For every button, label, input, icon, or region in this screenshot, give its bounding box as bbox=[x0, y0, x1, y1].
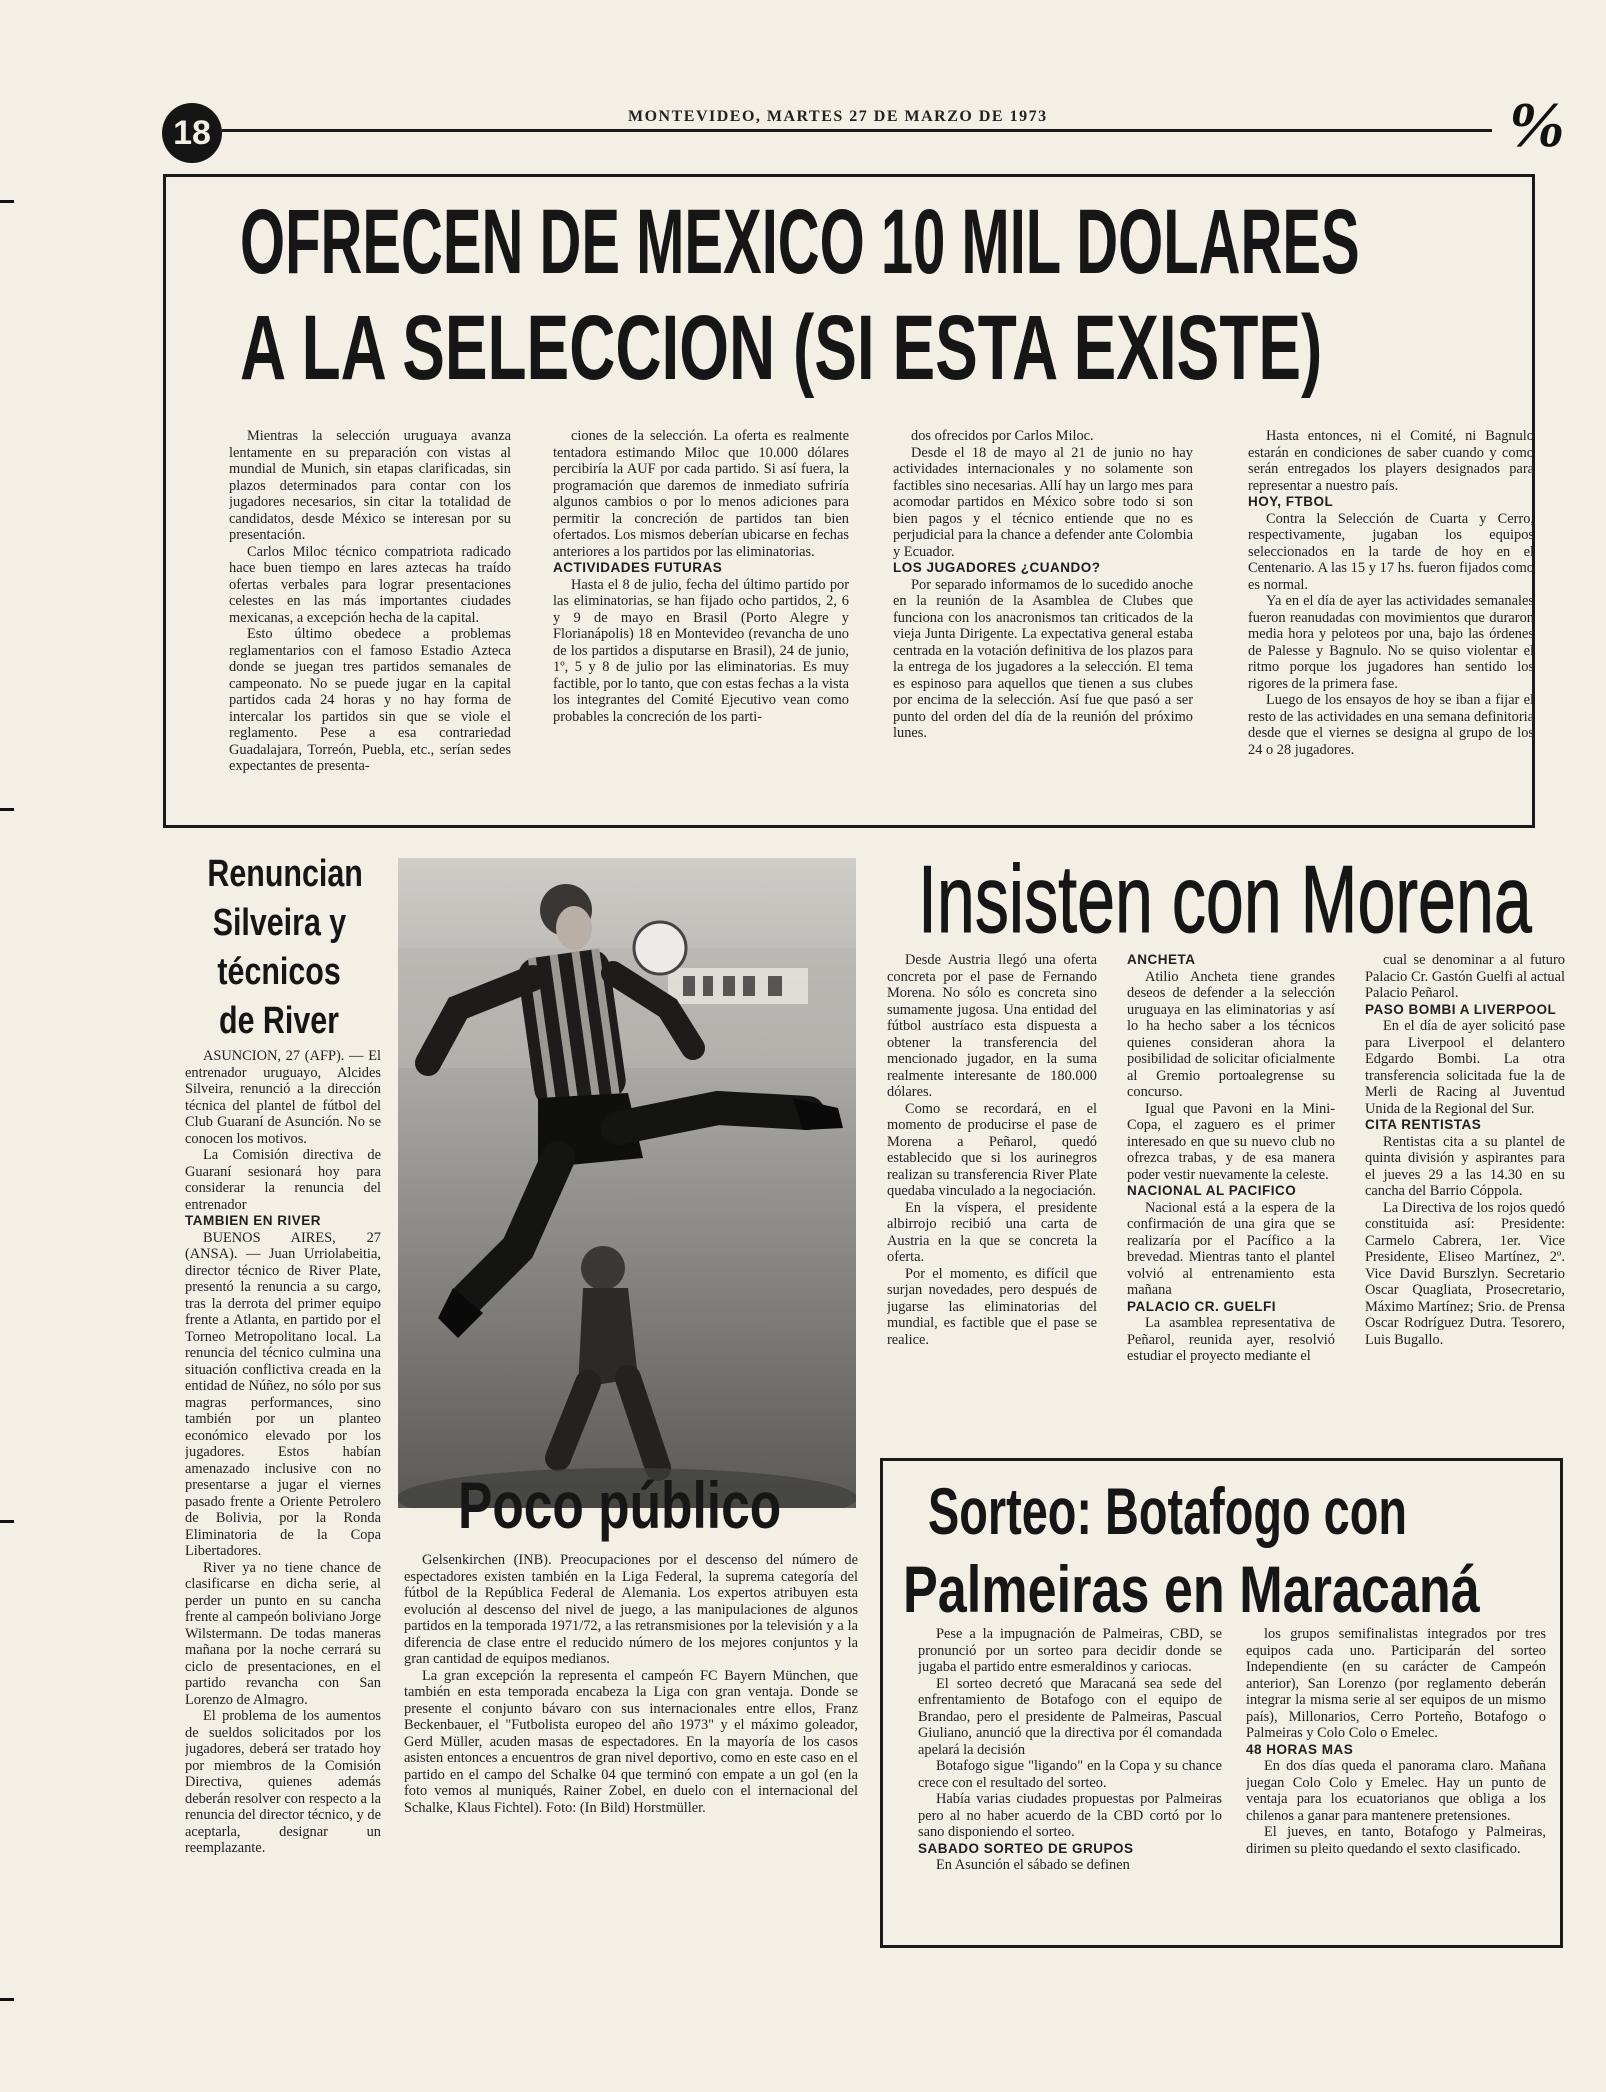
article-paragraph: Pese a la impugnación de Palmeiras, CBD, se pronunció por un sorteo para decidir donde se jugaba el partido entre esmeraldinos y cariocas. bbox=[918, 1626, 1222, 1675]
article-paragraph: Hasta entonces, ni el Comité, ni Bagnulo estarán en condiciones de saber cuando y como serán entregados los players designados para representar a nuestro país. bbox=[1248, 428, 1534, 494]
section-subhead: PASO BOMBI A LIVERPOOL bbox=[1365, 1001, 1557, 1017]
article-paragraph: Luego de los ensayos de hoy se iban a fijar el resto de las actividades en una semana definitoria desde que el viernes se designa al grupo de los 24 o 28 jugadores. bbox=[1248, 692, 1534, 758]
article-paragraph: ASUNCION, 27 (AFP). — El entrenador uruguayo, Alcides Silveira, renunció a la dirección técnica del plantel de fútbol del Club Guaraní de Asunción. No se conocen los motivos. bbox=[185, 1048, 381, 1147]
article-paragraph: dos ofrecidos por Carlos Miloc. bbox=[911, 428, 1094, 444]
article-paragraph: cual se denominar a al futuro Palacio Cr. Gastón Guelfi al actual Palacio Peñarol. bbox=[1365, 952, 1565, 1001]
main-story-col-1 bbox=[229, 428, 511, 818]
article-paragraph: Desde Austria llegó una oferta concreta por el pase de Fernando Morena. No sólo es concreta sino sumamente jugosa. Una entidad del fútbol austríaco esta dispuesta a obtener la transferencia del mencionado jugador, en la suma realmente interesante de 180.000 dólares. bbox=[887, 952, 1097, 1100]
article-paragraph: La Comisión directiva de Guaraní sesionará hoy para considerar la renuncia del entrenador bbox=[185, 1147, 381, 1213]
article-paragraph: Gelsenkirchen (INB). Preocupaciones por el descenso del número de espectadores existen también en la Liga Federal, la suprema categoría del fútbol de la República Federal de Alemania. Los expertos atribuyen esta evolución al descenso del nivel de juego, a las manipulaciones de algunos partidos en la temporada 1971/72, a las retransmisiones por la televisión y a la diferencia de clase entre el reducido número de los mejores conjuntos y la gran cantidad de equipos medianos. bbox=[404, 1552, 858, 1667]
main-story-col-3 bbox=[893, 428, 1193, 818]
main-story-col-2 bbox=[553, 428, 849, 818]
article-paragraph: Hasta el 8 de julio, fecha del último partido por las eliminatorias, se han fijado ocho partidos, 2, 6 y 9 de mayo en Brasil (Porto Alegre y Florianápolis) 18 en Montevideo (revancha de uno de los partidos a disputarse en Brasil), 24 de junio, 1º, 5 y 8 de julio por las eliminatorias. Es muy factible, por lo tanto, que con estas fechas a la vista los integrantes del Comité Ejecutivo vean como probables la concreción de los parti- bbox=[553, 576, 849, 725]
section-subhead: NACIONAL AL PACIFICO bbox=[1127, 1183, 1297, 1198]
article-paragraph: Por separado informamos de lo sucedido anoche en la reunión de la Asamblea de Clubes que funciona con los anacronismos tan criticados de la vieja Junta Dirigente. La expectativa general estaba centrada en la votación definitiva de los plazos para la entrega de los jugadores a la selección. El tema es espinoso para aquellos que tienen a sus clubes por encima de la selección. Así fue que pasó a ser punto del orden del día de la reunión del próximo lunes. bbox=[893, 576, 1193, 741]
section-subhead: CITA RENTISTAS bbox=[1365, 1117, 1482, 1132]
sorteo-col-1 bbox=[918, 1626, 1222, 1932]
dateline: MONTEVIDEO, MARTES 27 DE MARZO DE 1973 bbox=[628, 108, 1048, 125]
section-subhead: SABADO SORTEO DE GRUPOS bbox=[918, 1840, 1134, 1856]
article-paragraph: BUENOS AIRES, 27 (ANSA). — Juan Urriolabeitia, director técnico de River Plate, presentó la renuncia a su cargo, tras la derrota del primer equipo frente a Atlanta, en partido por el Torneo Metropolitano local. La renuncia del técnico culmina una situación conflictiva creada en la entidad de Núñez, no sólo por sus magras performances, sino también por un planteo económico elevado por los jugadores. Estos habían amenazado inclusive con no presentarse a jugar el viernes pasado frente a Oriente Petrolero de Bolivia, por la Ronda Eliminatoria de la Copa Libertadores. bbox=[185, 1229, 381, 1559]
article-paragraph: Por el momento, es difícil que surjan novedades, pero después de jugarse las eliminatorias del mundial, es factible que el pase se realice. bbox=[887, 1265, 1097, 1348]
article-paragraph: Había varias ciudades propuestas por Palmeiras pero al no haber acuerdo de la CBD cortó por lo sano disponiendo el sorteo. bbox=[918, 1791, 1222, 1840]
morena-col-1 bbox=[887, 952, 1097, 1444]
river-headline-line: de River bbox=[219, 1000, 339, 1042]
football-photo bbox=[398, 858, 856, 1508]
main-headline-line1: OFRECEN DE MEXICO 10 MIL DOLARES bbox=[240, 191, 1360, 293]
page-number-badge bbox=[162, 103, 222, 163]
article-paragraph: La asamblea representativa de Peñarol, reunida ayer, resolvió estudiar el proyecto mediante el bbox=[1127, 1315, 1335, 1364]
article-paragraph: Esto último obedece a problemas reglamentarios con el famoso Estadio Azteca donde se juegan tres partidos semanales de campeonato. No se puede jugar en la capital partidos cada 24 horas y no hay forma de intercalar los partidos sin que se viole el reglamento. Pese a esa contrariedad Guadalajara, Torreón, Puebla, etc., serían sedes expectantes de presenta- bbox=[229, 626, 511, 774]
main-headline-line2: A LA SELECCION (SI ESTA EXISTE) bbox=[240, 297, 1323, 399]
river-headline-line: Renuncian bbox=[207, 853, 363, 895]
morena-col-3 bbox=[1365, 952, 1565, 1444]
article-paragraph: Contra la Selección de Cuarta y Cerro, respectivamente, jugaban los equipos seleccionados en la tarde de hoy en el Centenario. A las 15 y 17 hs. fueron fijados como es normal. bbox=[1248, 510, 1534, 593]
section-subhead: ANCHETA bbox=[1127, 952, 1196, 967]
article-paragraph: Atilio Ancheta tiene grandes deseos de defender a la selección uruguaya en las eliminatorias y así lo ha hecho saber a los técnicos quienes consideran ahora la posibilidad de solicitar oficialmente al Gremio portoalegrense su concurso. bbox=[1127, 968, 1335, 1100]
section-subhead: 48 HORAS MAS bbox=[1246, 1741, 1354, 1757]
article-paragraph: En la víspera, el presidente albirrojo recibió una carta de Austria en la que se concreta la oferta. bbox=[887, 1199, 1097, 1265]
page-number: 18 bbox=[173, 114, 211, 152]
poco-headline: Poco público bbox=[458, 1468, 782, 1542]
article-paragraph: Rentistas cita a su plantel de quinta división y aspirantes para el jueves 29 a las 14.30 en su cancha del Barrio Cóppola. bbox=[1365, 1133, 1565, 1199]
article-paragraph: Ya en el día de ayer las actividades semanales fueron reanudadas con movimientos que duraron media hora y peloteos por una, bajo las órdenes de Palesse y Bagnulo. No se quiso violentar el ritmo porque los jugadores han sentido los rigores de la primera fase. bbox=[1248, 593, 1534, 692]
margin-mark bbox=[0, 1998, 14, 2001]
article-paragraph: En el día de ayer solicitó pase para Liverpool el delantero Edgardo Bombi. La otra transferencia solicitada fue la de Merli de Racing al Juventud Unida de la Regional del Sur. bbox=[1365, 1018, 1565, 1117]
morena-col-2 bbox=[1127, 952, 1335, 1444]
article-paragraph: ciones de la selección. La oferta es realmente tentadora estimando Miloc que 10.000 dólares percibiría la AUF por cada partido. Si así fuera, la programación que daremos de inmediato sufriría algunos cambios o por lo menos adiciones para permitir la concreción de partidos tan bien ofertados. Los mismos deberían ubicarse en fechas anteriores a los partidos por las eliminatorias. bbox=[553, 428, 849, 560]
article-paragraph: En dos días queda el panorama claro. Mañana juegan Colo Colo y Emelec. Hay un punto de ventaja para los ecuatorianos que obliga a los chilenos a ganar para mantenere pretensiones. bbox=[1246, 1758, 1546, 1824]
article-paragraph: Botafogo sigue "ligando" en la Copa y su chance crece con el resultado del sorteo. bbox=[918, 1758, 1222, 1791]
section-subhead: LOS JUGADORES ¿CUANDO? bbox=[893, 560, 1101, 575]
sorteo-col-2 bbox=[1246, 1626, 1546, 1932]
article-paragraph: En Asunción el sábado se definen bbox=[936, 1857, 1130, 1873]
river-headline-line: Silveira y bbox=[212, 902, 346, 944]
river-story-body bbox=[185, 1048, 381, 1953]
article-paragraph: Desde el 18 de mayo al 21 de junio no hay actividades internacionales y no solamente son factibles sino necesarias. Allí hay un largo mes para acomodar partidos en México sobre todo si son bien pagos y el técnico entiende que no es perjudicial para la chance a defender ante Colombia y Ecuador. bbox=[893, 444, 1193, 560]
article-paragraph: La gran excepción la representa el campeón FC Bayern München, que también en esta temporada encabeza la Liga con gran ventaja. Donde se presente el conjunto bávaro con sus internacionales entre ellos, Franz Beckenbauer, el "Futbolista europeo del año 1973" y el máximo goleador, Gerd Müller, acuden masas de espectadores. En la mayoría de los casos asisten entonces a encuentros de gran nivel deportivo, como en este caso en el partido en el campo del Schalke 04 que terminó con empate a un gol (en la foto vemos al muniqués, Rainer Zobel, en duelo con el internacional del Schalke, Klaus Fichtel). Foto: (In Bild) Horstmüller. bbox=[404, 1667, 858, 1816]
article-paragraph: River ya no tiene chance de clasificarse en dicha serie, al perder un punto en su cancha frente al campeón boliviano Jorge Wilstermann. De todas maneras mañana por la noche cerrará su ciclo de presentaciones, en el partido revancha con San Lorenzo de Almagro. bbox=[185, 1559, 381, 1708]
river-headline bbox=[188, 850, 370, 1046]
article-paragraph: Igual que Pavoni en la Mini-Copa, el zaguero es el primer interesado en que su nuevo club no ofrezca trabas, y de esa manera poder vestir nuevamente la celeste. bbox=[1127, 1100, 1335, 1183]
article-paragraph: El jueves, en tanto, Botafogo y Palmeiras, dirimen su pleito quedando el sexto clasificado. bbox=[1246, 1824, 1546, 1857]
header-rule bbox=[222, 129, 1492, 132]
margin-mark bbox=[0, 808, 14, 811]
margin-mark bbox=[0, 200, 14, 203]
main-story-col-4 bbox=[1248, 428, 1534, 818]
sorteo-headline-line1: Sorteo: Botafogo con bbox=[928, 1474, 1407, 1548]
article-paragraph: El sorteo decretó que Maracaná sea sede del enfrentamiento de Botafogo con el equipo de Brandao, pero el presidente de Palmeiras, Pascual Giuliano, anunció que la directiva por él comandada apelará la decisión bbox=[918, 1675, 1222, 1758]
article-paragraph: La Directiva de los rojos quedó constituida así: Presidente: Carmelo Cabrera, 1er. Vice Presidente, Eliseo Martínez, 2º. Vice David Burszlyn. Secretario Oscar Quagliata, Prosecretario, Máximo Martínez; Srio. de Prensa Oscar Rodríguez Dutra. Tesorero, Luis Bugallo. bbox=[1365, 1199, 1565, 1348]
article-paragraph: los grupos semifinalistas integrados por tres equipos cada uno. Participarán del sorteo Independiente (en su carácter de Campeón anterior), San Lorenzo (por reglamento deberán integrar la misma serie al ser equipos de un mismo país), Millonarios, Cerro Porteño, Botafogo o Palmeiras y Colo Colo o Emelec. bbox=[1246, 1626, 1546, 1741]
sorteo-headline-line2: Palmeiras en Maracaná bbox=[903, 1552, 1480, 1626]
poco-story-body bbox=[404, 1552, 858, 1952]
article-paragraph: Carlos Miloc técnico compatriota radicado hace buen tiempo en lares aztecas ha traído ofertas verbales para lograr presentaciones celestes en las más importantes ciudades mexicanas, a excepción hecha de la capital. bbox=[229, 543, 511, 626]
article-paragraph: El problema de los aumentos de sueldos solicitados por los jugadores, deberá ser tratado hoy por miembros de la Comisión Directiva, quienes además deberán resolver con respecto a la renuncia del director técnico, y de aceptarla, designar un reemplazante. bbox=[185, 1708, 381, 1856]
article-paragraph: Nacional está a la espera de la confirmación de una gira que se realizaría por el Pacífico a la brevedad. Mientras tanto el plantel volvió al entrenamiento esta mañana bbox=[1127, 1199, 1335, 1298]
river-headline-line: técnicos bbox=[217, 951, 341, 993]
section-subhead: ACTIVIDADES FUTURAS bbox=[553, 560, 723, 575]
article-paragraph: Mientras la selección uruguaya avanza lentamente en su preparación con vistas al mundial de Munich, sin etapas clarificadas, sin plazos determinados para contar con los jugadores necesarios, sin citar la totalidad de candidatos, desde México se interesan por su presentación. bbox=[229, 428, 511, 543]
newspaper-logo: % bbox=[1498, 89, 1576, 160]
article-paragraph: Como se recordará, en el momento de producirse el pase de Morena a Peñarol, quedó establecido que si los aurinegros realizan su transferencia River Plate quedaba vinculado a la negociación. bbox=[887, 1100, 1097, 1199]
player-jumping-image bbox=[398, 858, 856, 1508]
morena-headline: Insisten con Morena bbox=[918, 846, 1532, 953]
section-subhead: TAMBIEN EN RIVER bbox=[185, 1213, 322, 1228]
section-subhead: PALACIO CR. GUELFI bbox=[1127, 1298, 1276, 1314]
margin-mark bbox=[0, 1520, 14, 1523]
section-subhead: HOY, FTBOL bbox=[1248, 494, 1334, 509]
